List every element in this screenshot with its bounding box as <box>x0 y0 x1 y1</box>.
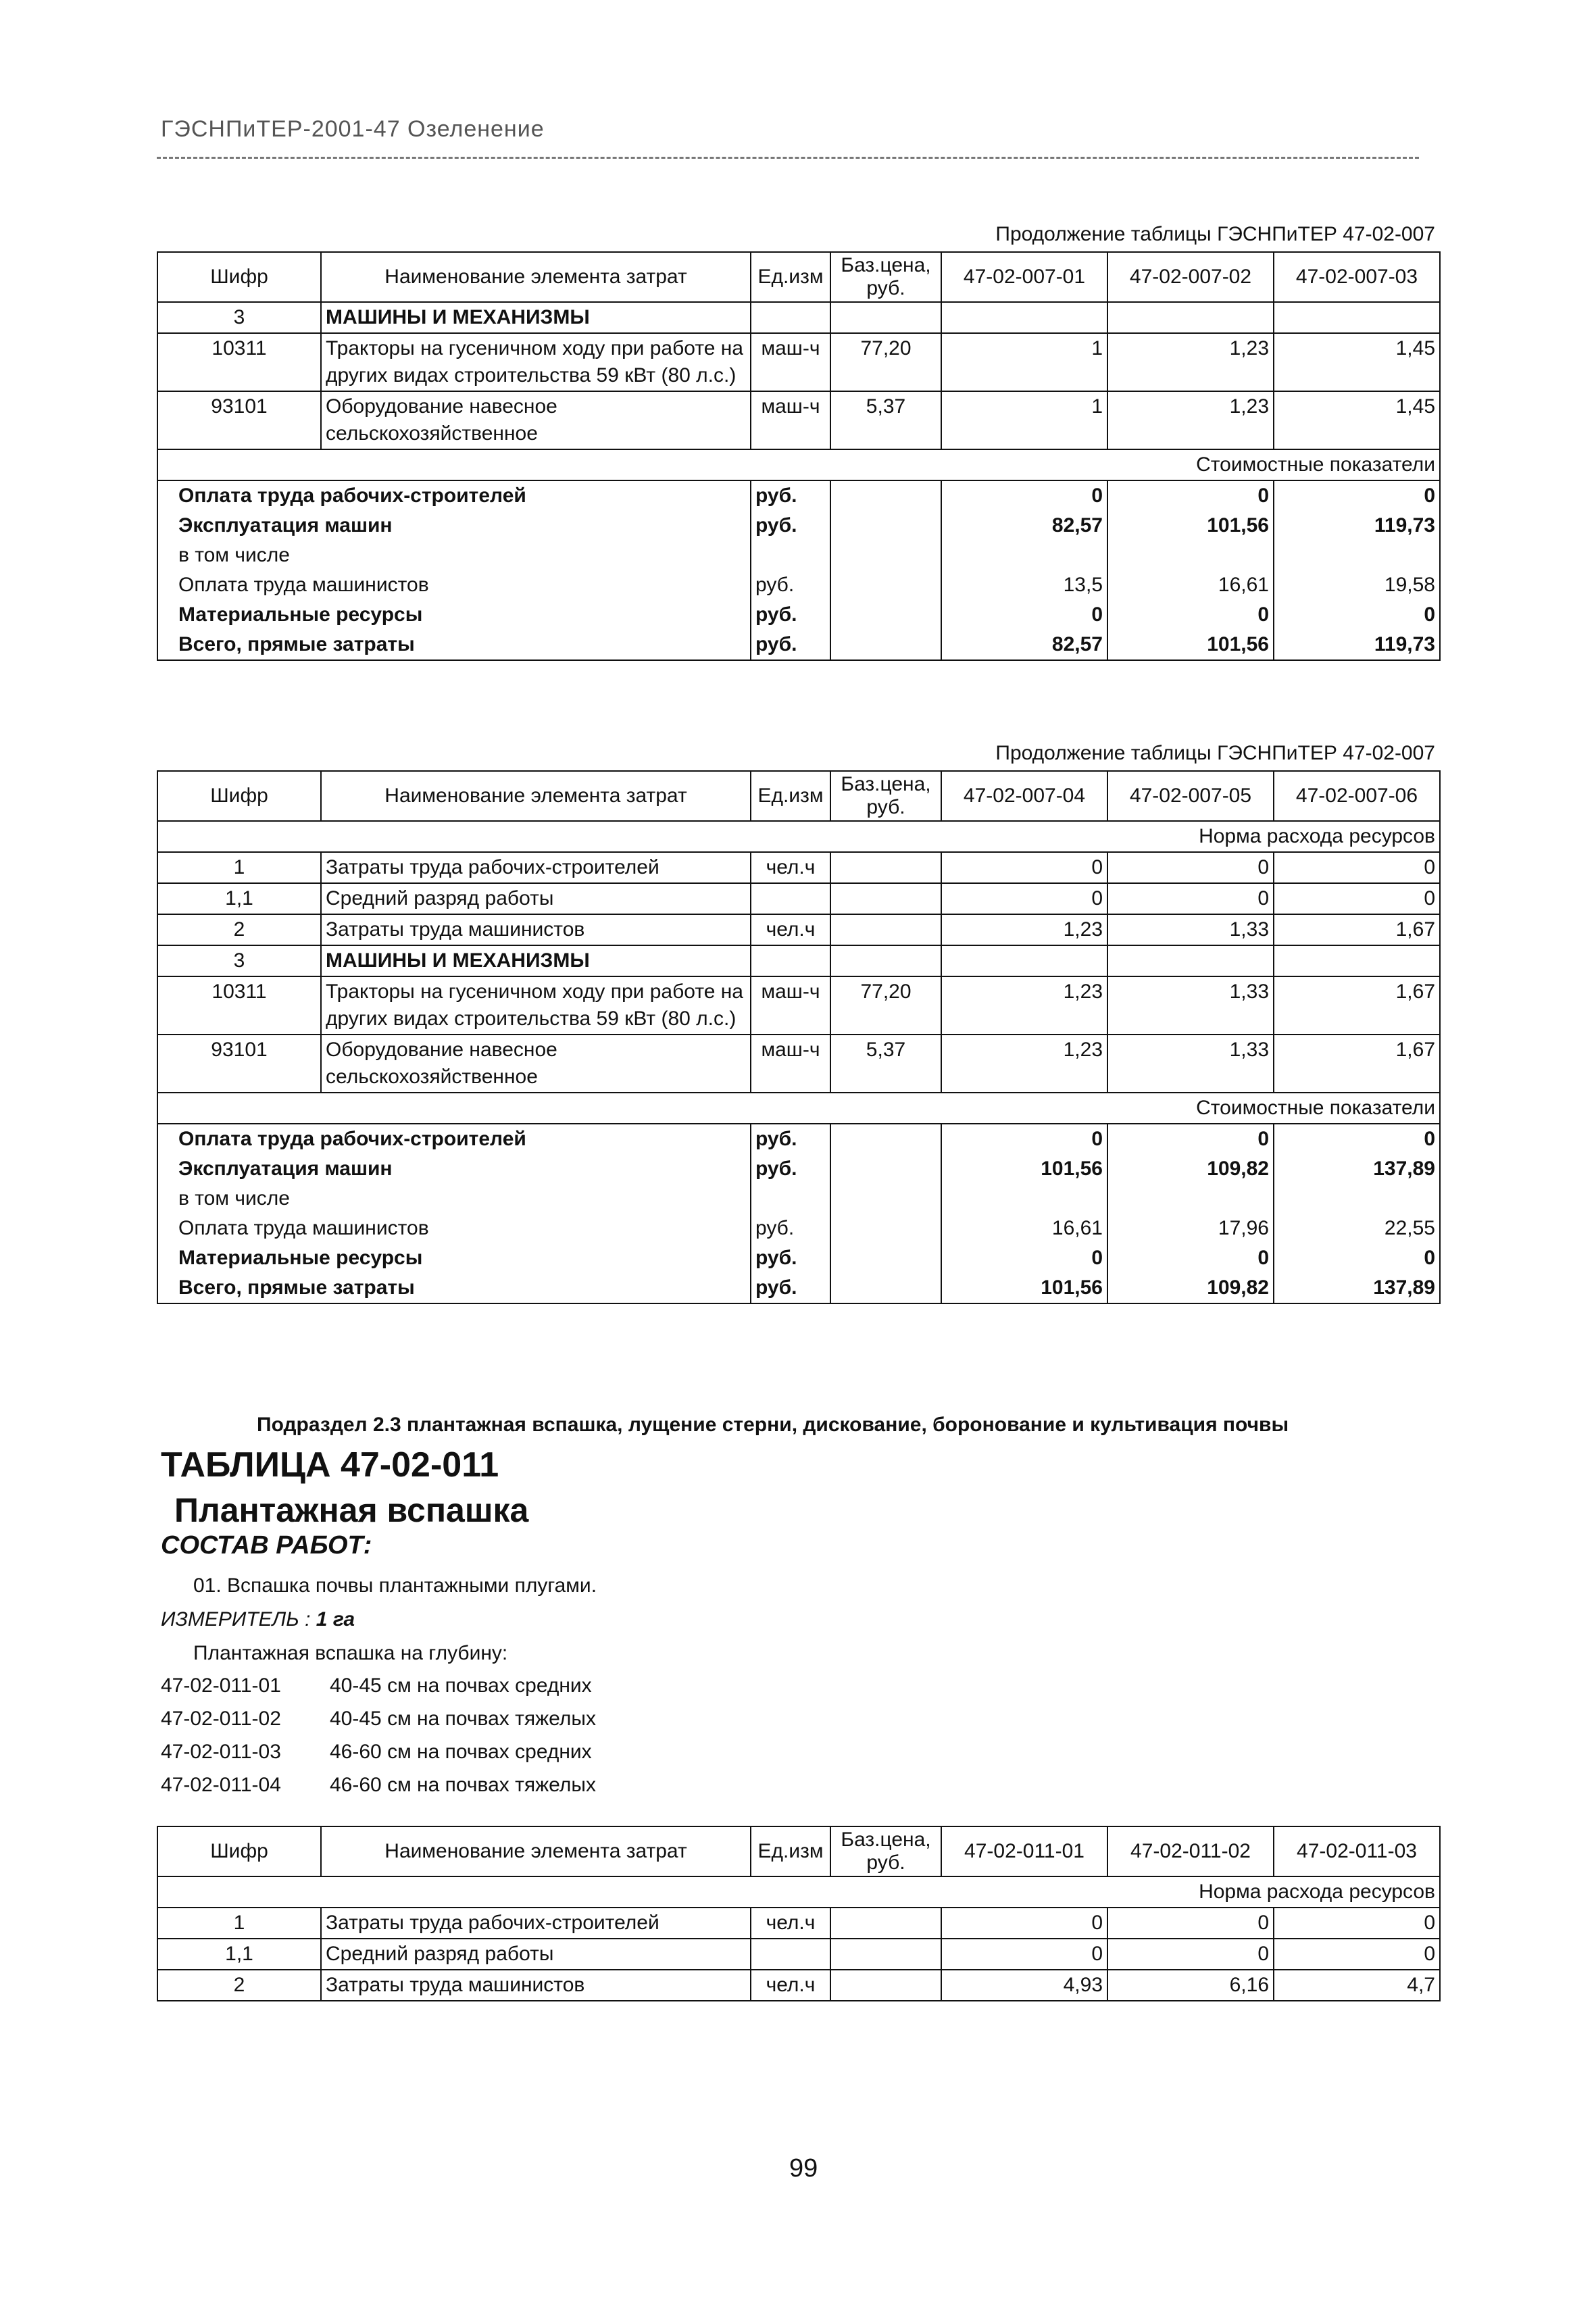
total-value: 0 <box>1107 480 1274 511</box>
total-unit: руб. <box>751 1273 830 1303</box>
row-value: 0 <box>1274 1908 1440 1939</box>
variant-text: 46-60 см на почвах средних <box>330 1741 592 1763</box>
col-unit: Ед.изм <box>751 771 830 821</box>
variant-line <box>161 1708 596 1731</box>
total-label: Всего, прямые затраты <box>157 630 751 660</box>
row-value: 0 <box>1107 1908 1274 1939</box>
row-unit: чел.ч <box>751 852 830 883</box>
total-base-price <box>830 600 941 630</box>
row-name: Оборудование навесное сельскохозяйственное <box>321 391 751 449</box>
total-row <box>157 630 1440 660</box>
total-row <box>157 541 1440 570</box>
total-value: 82,57 <box>941 630 1107 660</box>
total-value: 137,89 <box>1274 1273 1440 1303</box>
variant-code: 47-02-011-02 <box>161 1708 281 1730</box>
norm-band-row <box>157 1876 1440 1908</box>
col-variant: 47-02-007-06 <box>1274 771 1440 821</box>
total-value: 0 <box>1107 1243 1274 1273</box>
total-unit: руб. <box>751 480 830 511</box>
total-base-price <box>830 1184 941 1214</box>
table-row <box>157 1035 1440 1093</box>
row-value: 1,23 <box>941 1035 1107 1093</box>
total-label: Всего, прямые затраты <box>157 1273 751 1303</box>
variant-line <box>161 1674 592 1697</box>
row-code: 1,1 <box>157 1939 321 1970</box>
row-name: МАШИНЫ И МЕХАНИЗМЫ <box>321 945 751 976</box>
total-row <box>157 570 1440 600</box>
total-row <box>157 1273 1440 1303</box>
total-base-price <box>830 1214 941 1243</box>
total-row <box>157 1243 1440 1273</box>
row-name: Оборудование навесное сельскохозяйственное <box>321 1035 751 1093</box>
variant-text: 46-60 см на почвах тяжелых <box>330 1774 596 1796</box>
table-row <box>157 1939 1440 1970</box>
row-unit <box>751 883 830 914</box>
row-name: Затраты труда рабочих-строителей <box>321 852 751 883</box>
row-name: Тракторы на гусеничном ходу при работе на других видах строительства 59 кВт (80 л.с.) <box>321 976 751 1035</box>
table-row <box>157 945 1440 976</box>
total-unit: руб. <box>751 600 830 630</box>
total-value: 17,96 <box>1107 1214 1274 1243</box>
total-value: 0 <box>1274 1243 1440 1273</box>
row-unit <box>751 945 830 976</box>
row-value: 0 <box>941 883 1107 914</box>
row-value: 6,16 <box>1107 1970 1274 2001</box>
total-value: 0 <box>1107 600 1274 630</box>
row-base-price <box>830 302 941 333</box>
total-row <box>157 600 1440 630</box>
total-base-price <box>830 541 941 570</box>
table-47-02-011 <box>157 1826 1441 2001</box>
total-row <box>157 1214 1440 1243</box>
col-code: Шифр <box>157 1826 321 1876</box>
running-header: ГЭСНПиТЕР-2001-47 Озеленение <box>161 116 545 142</box>
total-value: 0 <box>941 1124 1107 1154</box>
total-unit: руб. <box>751 1243 830 1273</box>
total-base-price <box>830 1273 941 1303</box>
row-value <box>941 945 1107 976</box>
total-value: 16,61 <box>941 1214 1107 1243</box>
total-value: 101,56 <box>941 1154 1107 1184</box>
col-name: Наименование элемента затрат <box>321 252 751 302</box>
table-row <box>157 852 1440 883</box>
table-row <box>157 391 1440 449</box>
col-variant: 47-02-007-01 <box>941 252 1107 302</box>
col-variant: 47-02-011-03 <box>1274 1826 1440 1876</box>
total-value: 109,82 <box>1107 1273 1274 1303</box>
row-code: 10311 <box>157 976 321 1035</box>
row-code: 10311 <box>157 333 321 391</box>
total-label: в том числе <box>157 1184 751 1214</box>
total-row <box>157 1184 1440 1214</box>
total-value <box>1107 1184 1274 1214</box>
total-value: 19,58 <box>1274 570 1440 600</box>
row-base-price <box>830 914 941 945</box>
total-base-price <box>830 630 941 660</box>
row-base-price <box>830 1908 941 1939</box>
row-value <box>1107 302 1274 333</box>
total-unit: руб. <box>751 1214 830 1243</box>
variant-code: 47-02-011-04 <box>161 1774 281 1796</box>
row-name: Средний разряд работы <box>321 1939 751 1970</box>
row-code: 1 <box>157 852 321 883</box>
row-value: 0 <box>1274 883 1440 914</box>
variant-code: 47-02-011-01 <box>161 1674 281 1697</box>
col-unit: Ед.изм <box>751 1826 830 1876</box>
col-variant: 47-02-011-02 <box>1107 1826 1274 1876</box>
row-value <box>1107 945 1274 976</box>
table-header-row <box>157 771 1440 821</box>
total-base-price <box>830 511 941 541</box>
row-unit: маш-ч <box>751 391 830 449</box>
total-value: 0 <box>1274 1124 1440 1154</box>
total-label: Оплата труда машинистов <box>157 1214 751 1243</box>
row-code: 1,1 <box>157 883 321 914</box>
header-rule <box>157 157 1419 159</box>
table-row <box>157 302 1440 333</box>
row-base-price <box>830 883 941 914</box>
total-label: Оплата труда рабочих-строителей <box>157 480 751 511</box>
total-unit: руб. <box>751 1154 830 1184</box>
subsection-heading: Подраздел 2.3 плантажная вспашка, лущение стерни, дискование, боронование и культивация почвы <box>257 1414 1289 1436</box>
cost-band-row <box>157 449 1440 480</box>
row-value: 1,33 <box>1107 1035 1274 1093</box>
total-label: Оплата труда рабочих-строителей <box>157 1124 751 1154</box>
total-value: 0 <box>941 1243 1107 1273</box>
total-unit: руб. <box>751 1124 830 1154</box>
table-header-row <box>157 252 1440 302</box>
total-base-price <box>830 1154 941 1184</box>
row-base-price <box>830 1939 941 1970</box>
total-value: 82,57 <box>941 511 1107 541</box>
row-value: 1,67 <box>1274 914 1440 945</box>
table-row <box>157 976 1440 1035</box>
total-label: Материальные ресурсы <box>157 600 751 630</box>
row-unit <box>751 302 830 333</box>
total-value: 109,82 <box>1107 1154 1274 1184</box>
total-unit <box>751 541 830 570</box>
total-base-price <box>830 1243 941 1273</box>
total-value: 101,56 <box>1107 630 1274 660</box>
meter-value: 1 га <box>316 1608 355 1631</box>
row-value: 1,67 <box>1274 1035 1440 1093</box>
norm-band-row <box>157 821 1440 852</box>
row-base-price <box>830 945 941 976</box>
row-value: 1,45 <box>1274 333 1440 391</box>
row-base-price: 5,37 <box>830 391 941 449</box>
variant-line <box>161 1741 592 1764</box>
col-unit: Ед.изм <box>751 252 830 302</box>
total-value: 13,5 <box>941 570 1107 600</box>
norm-band-label: Норма расхода ресурсов <box>157 1876 1440 1908</box>
total-value: 119,73 <box>1274 511 1440 541</box>
table-row <box>157 883 1440 914</box>
row-value <box>1274 945 1440 976</box>
meter-label: ИЗМЕРИТЕЛЬ : <box>161 1608 311 1631</box>
table-row <box>157 1970 1440 2001</box>
row-value: 1,23 <box>1107 333 1274 391</box>
total-value: 0 <box>1274 600 1440 630</box>
total-value: 22,55 <box>1274 1214 1440 1243</box>
total-value <box>941 541 1107 570</box>
row-unit: чел.ч <box>751 1970 830 2001</box>
row-code: 2 <box>157 914 321 945</box>
row-value: 0 <box>1274 852 1440 883</box>
row-unit: чел.ч <box>751 914 830 945</box>
total-row <box>157 480 1440 511</box>
row-base-price <box>830 1970 941 2001</box>
variant-line <box>161 1774 596 1797</box>
row-unit: маш-ч <box>751 976 830 1035</box>
row-value: 1,33 <box>1107 976 1274 1035</box>
total-value <box>941 1184 1107 1214</box>
total-label: Оплата труда машинистов <box>157 570 751 600</box>
meter-line <box>161 1608 355 1631</box>
row-name: Затраты труда машинистов <box>321 914 751 945</box>
work-item: 01. Вспашка почвы плантажными плугами. <box>193 1574 597 1597</box>
total-row <box>157 511 1440 541</box>
row-unit: маш-ч <box>751 333 830 391</box>
total-value: 0 <box>1274 480 1440 511</box>
total-value <box>1274 541 1440 570</box>
col-base-price: Баз.цена, руб. <box>830 1826 941 1876</box>
row-unit: чел.ч <box>751 1908 830 1939</box>
total-value <box>1274 1184 1440 1214</box>
table1-caption: Продолжение таблицы ГЭСНПиТЕР 47-02-007 <box>995 223 1435 245</box>
row-value: 1,45 <box>1274 391 1440 449</box>
col-name: Наименование элемента затрат <box>321 771 751 821</box>
table-47-02-007-part1 <box>157 251 1441 661</box>
col-base-price: Баз.цена, руб. <box>830 252 941 302</box>
total-unit <box>751 1184 830 1214</box>
row-value: 0 <box>1274 1939 1440 1970</box>
col-variant: 47-02-007-02 <box>1107 252 1274 302</box>
total-value: 119,73 <box>1274 630 1440 660</box>
row-name: Затраты труда рабочих-строителей <box>321 1908 751 1939</box>
total-unit: руб. <box>751 570 830 600</box>
row-code: 2 <box>157 1970 321 2001</box>
row-value: 1 <box>941 333 1107 391</box>
page-number: 99 <box>789 2154 818 2183</box>
row-code: 93101 <box>157 391 321 449</box>
col-variant: 47-02-011-01 <box>941 1826 1107 1876</box>
col-variant: 47-02-007-03 <box>1274 252 1440 302</box>
total-base-price <box>830 570 941 600</box>
row-base-price: 77,20 <box>830 333 941 391</box>
total-value: 0 <box>941 600 1107 630</box>
table-row <box>157 914 1440 945</box>
total-row <box>157 1124 1440 1154</box>
total-label: в том числе <box>157 541 751 570</box>
row-value: 4,93 <box>941 1970 1107 2001</box>
row-value: 1,23 <box>1107 391 1274 449</box>
total-unit: руб. <box>751 511 830 541</box>
variant-text: 40-45 см на почвах тяжелых <box>330 1708 596 1730</box>
row-unit <box>751 1939 830 1970</box>
norm-band-label: Норма расхода ресурсов <box>157 821 1440 852</box>
row-code: 93101 <box>157 1035 321 1093</box>
row-value: 1,23 <box>941 976 1107 1035</box>
cost-band-label: Стоимостные показатели <box>157 1093 1440 1124</box>
total-base-price <box>830 480 941 511</box>
work-title: Плантажная вспашка <box>174 1491 529 1529</box>
total-label: Материальные ресурсы <box>157 1243 751 1273</box>
row-name: Тракторы на гусеничном ходу при работе на других видах строительства 59 кВт (80 л.с.) <box>321 333 751 391</box>
col-name: Наименование элемента затрат <box>321 1826 751 1876</box>
row-value <box>1274 302 1440 333</box>
composition-heading: СОСТАВ РАБОТ: <box>161 1531 372 1560</box>
cost-band-label: Стоимостные показатели <box>157 449 1440 480</box>
table-title: ТАБЛИЦА 47-02-011 <box>161 1445 499 1485</box>
row-unit: маш-ч <box>751 1035 830 1093</box>
row-value: 0 <box>1107 883 1274 914</box>
total-unit: руб. <box>751 630 830 660</box>
row-value: 0 <box>1107 1939 1274 1970</box>
total-label: Эксплуатация машин <box>157 511 751 541</box>
row-value: 1,33 <box>1107 914 1274 945</box>
row-value: 0 <box>941 852 1107 883</box>
row-base-price <box>830 852 941 883</box>
cost-band-row <box>157 1093 1440 1124</box>
row-value: 1,67 <box>1274 976 1440 1035</box>
total-value <box>1107 541 1274 570</box>
row-value: 0 <box>1107 852 1274 883</box>
row-name: Средний разряд работы <box>321 883 751 914</box>
row-name: МАШИНЫ И МЕХАНИЗМЫ <box>321 302 751 333</box>
row-value: 0 <box>941 1939 1107 1970</box>
col-variant: 47-02-007-05 <box>1107 771 1274 821</box>
col-base-price: Баз.цена, руб. <box>830 771 941 821</box>
variant-code: 47-02-011-03 <box>161 1741 281 1763</box>
table2-caption: Продолжение таблицы ГЭСНПиТЕР 47-02-007 <box>995 742 1435 764</box>
row-code: 1 <box>157 1908 321 1939</box>
total-row <box>157 1154 1440 1184</box>
row-value: 4,7 <box>1274 1970 1440 2001</box>
table-47-02-007-part2 <box>157 770 1441 1304</box>
total-value: 101,56 <box>1107 511 1274 541</box>
row-value: 0 <box>941 1908 1107 1939</box>
col-code: Шифр <box>157 771 321 821</box>
row-base-price: 5,37 <box>830 1035 941 1093</box>
row-value: 1 <box>941 391 1107 449</box>
row-code: 3 <box>157 302 321 333</box>
total-value: 101,56 <box>941 1273 1107 1303</box>
col-code: Шифр <box>157 252 321 302</box>
col-variant: 47-02-007-04 <box>941 771 1107 821</box>
variant-text: 40-45 см на почвах средних <box>330 1674 592 1697</box>
row-name: Затраты труда машинистов <box>321 1970 751 2001</box>
table-row <box>157 333 1440 391</box>
row-value: 1,23 <box>941 914 1107 945</box>
total-label: Эксплуатация машин <box>157 1154 751 1184</box>
total-base-price <box>830 1124 941 1154</box>
total-value: 0 <box>941 480 1107 511</box>
total-value: 0 <box>1107 1124 1274 1154</box>
row-code: 3 <box>157 945 321 976</box>
total-value: 16,61 <box>1107 570 1274 600</box>
row-base-price: 77,20 <box>830 976 941 1035</box>
depth-intro: Плантажная вспашка на глубину: <box>193 1642 508 1664</box>
total-value: 137,89 <box>1274 1154 1440 1184</box>
row-value <box>941 302 1107 333</box>
table-header-row <box>157 1826 1440 1876</box>
table-row <box>157 1908 1440 1939</box>
